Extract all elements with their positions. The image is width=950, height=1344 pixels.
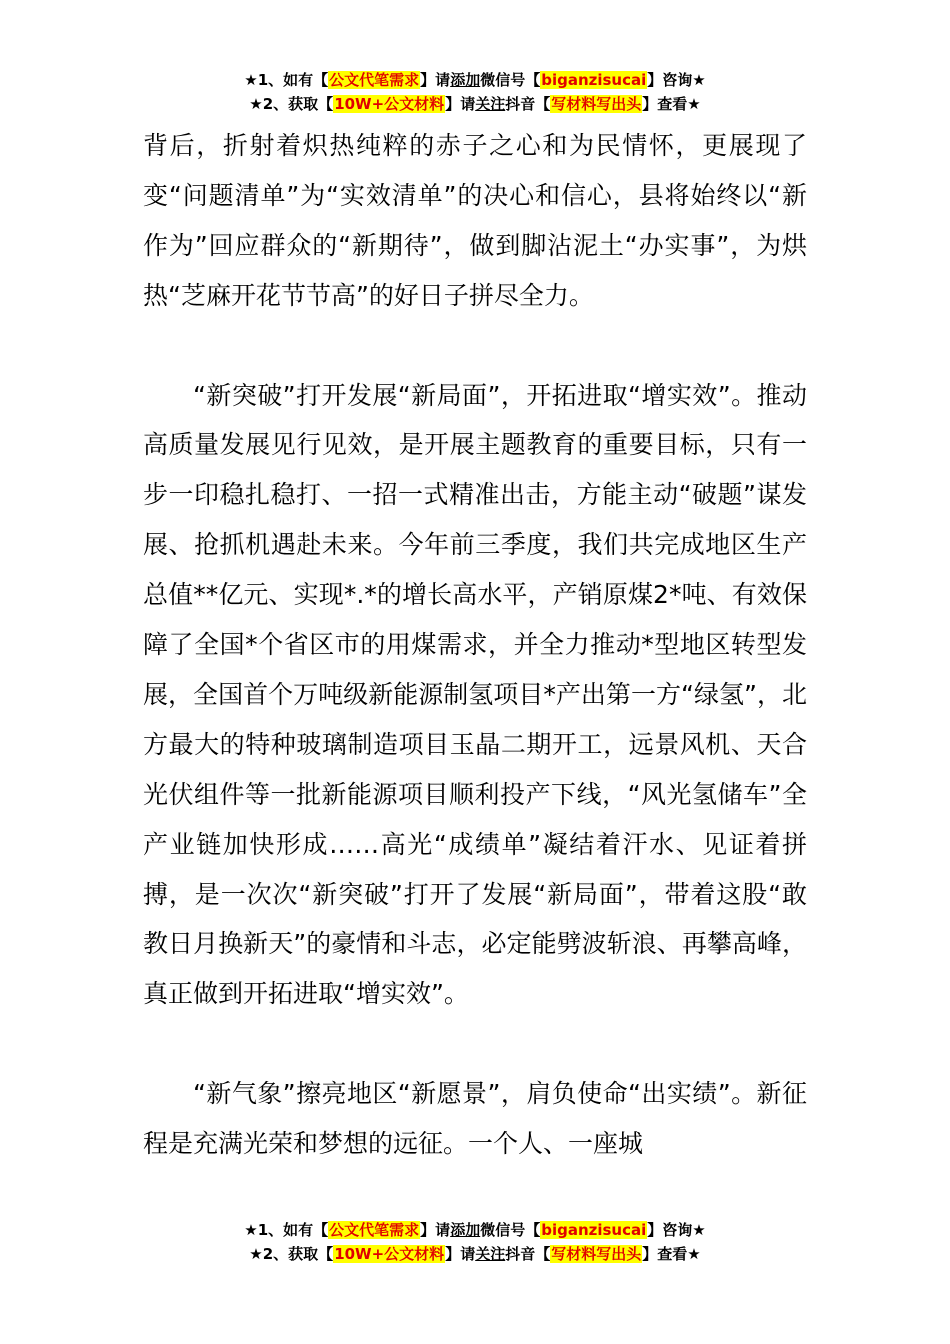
highlight-wechat-id: biganzisucai xyxy=(541,1221,647,1239)
highlight-douyin: 写材料写出头 xyxy=(551,95,642,113)
highlight-materials: 10W+公文材料 xyxy=(334,95,445,113)
footer-banner xyxy=(0,1218,950,1266)
paragraph-gap xyxy=(143,1019,807,1069)
highlight-wechat-id: biganzisucai xyxy=(541,71,647,89)
highlight-materials: 10W+公文材料 xyxy=(334,1245,445,1263)
paragraph-2: “新突破”打开发展“新局面”，开拓进取“增实效”。推动高质量发展见行见效，是开展主题教育的重要目标，只有一步一印稳扎稳打、一招一式精准出击，方能主动“破题”谋发展、抢抓机遇赴未来。今年前三季度，我们共完成地区生产总值**亿元、实现*.*的增长高水平，产销原煤2*吨、有效保障了全国*个省区市的用煤需求，并全力推动*型地区转型发展，全国首个万吨级新能源制氢项目*产出第一方“绿氢”，北方最大的特种玻璃制造项目玉晶二期开工，远景风机、天合光伏组件等一批新能源项目顺利投产下线，“风光氢储车”全产业链加快形成……高光“成绩单”凝结着汗水、见证着拼搏，是一次次“新突破”打开了发展“新局面”，带着这股“敢教日月换新天”的豪情和斗志，必定能劈波斩浪、再攀高峰，真正做到开拓进取“增实效”。 xyxy=(143,380,807,1009)
paragraph-3: “新气象”擦亮地区“新愿景”，肩负使命“出实绩”。新征程是充满光荣和梦想的远征。一个人、一座城 xyxy=(143,1079,807,1159)
highlight-douyin: 写材料写出头 xyxy=(551,1245,642,1263)
paragraph-gap xyxy=(143,321,807,371)
highlight-ghostwriting: 公文代笔需求 xyxy=(329,1221,420,1239)
banner-line-1: ★1、如有【公文代笔需求】请添加微信号【biganzisucai】咨询★ xyxy=(244,71,706,89)
header-banner xyxy=(0,68,950,116)
highlight-ghostwriting: 公文代笔需求 xyxy=(329,71,420,89)
banner-line-2: ★2、获取【10W+公文材料】请关注抖音【写材料写出头】查看★ xyxy=(249,95,701,113)
banner-line-1: ★1、如有【公文代笔需求】请添加微信号【biganzisucai】咨询★ xyxy=(244,1221,706,1239)
banner-line-2: ★2、获取【10W+公文材料】请关注抖音【写材料写出头】查看★ xyxy=(249,1245,701,1263)
document-body xyxy=(143,121,807,1169)
paragraph-1: 背后，折射着炽热纯粹的赤子之心和为民情怀，更展现了变“问题清单”为“实效清单”的决心和信心，县将始终以“新作为”回应群众的“新期待”，做到脚沾泥土“办实事”，为烘热“芝麻开花节节高”的好日子拼尽全力。 xyxy=(143,131,807,310)
